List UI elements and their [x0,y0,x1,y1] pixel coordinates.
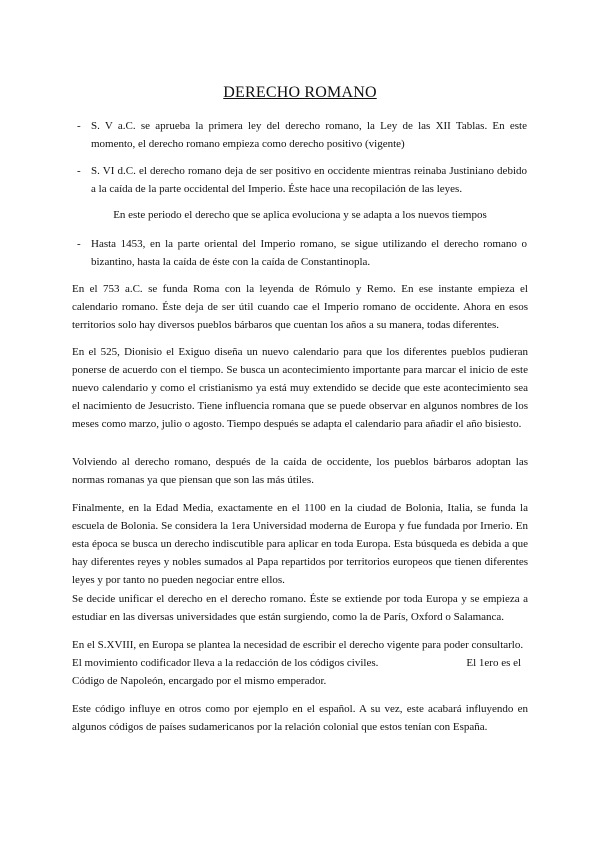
paragraph-influencia: Este código influye en otros como por ejemplo en el español. A su vez, este acabará influyendo en algunos códigos de países sudamericanos por la relación colonial que estos tenían con España. [72,703,528,733]
paragraph-unificacion: Se decide unificar el derecho en el derecho romano. Éste se extiende por toda Europa y se empieza a estudiar en las diversas universidades que están surgiendo, como la de París, Oxford o Salamanca. [72,593,528,623]
paragraph-dionisio: En el 525, Dionisio el Exiguo diseña un nuevo calendario para que los diferentes pueblos pudieran ponerse de acuerdo con el tiempo. Se busca un acontecimiento importante para marcar el inicio de este nuevo calendario y como el cristianismo ya está muy extendido se decide que este acontecimiento sea el nacimiento de Jesucristo. Tiene influencia romana que se puede observar en algunos nombres de los meses como marzo, julio o agosto. Tiempo después se adapta el calendario para añadir el año bisiesto. [72,346,528,430]
paragraph-barbaros: Volviendo al derecho romano, después de la caída de occidente, los pueblos bárbaros adoptan las normas romanas ya que piensan que son las más útiles. [72,456,528,486]
bullet-item [77,235,527,271]
paragraph-roma: En el 753 a.C. se funda Roma con la leyenda de Rómulo y Remo. En ese instante empieza el calendario romano. Éste deja de ser útil cuando cae el Imperio romano de occidente. Ahora en esos territorios solo hay diversos pueblos bárbaros que cuentan los años a su manera, todas diferentes. [72,283,528,331]
bullet-text: Hasta 1453, en la parte oriental del Imperio romano, se sigue utilizando el derecho romano o bizantino, hasta la caída de éste con la caída de Constantinopla. [91,238,527,268]
document-title: DERECHO ROMANO [223,84,377,101]
bullet-text: S. V a.C. se aprueba la primera ley del derecho romano, la Ley de las XII Tablas. En este momento, el derecho romano empieza como derecho positivo (vigente) [91,120,527,150]
bullet-dash: - [77,165,81,177]
paragraph-codificacion [72,636,528,690]
paragraph-codificacion-part2: El 1ero es el Código de Napoleón, encargado por el mismo emperador. [72,657,522,687]
bullet-item [77,117,527,153]
bullet-dash: - [77,238,81,250]
bullet-item [77,162,527,198]
paragraph-codificacion-part1: En el S.XVIII, en Europa se plantea la necesidad de escribir el derecho vigente para poder consultarlo. El movimiento codificador lleva a la redacción de los códigos civiles. [72,639,524,669]
bullet-dash: - [77,120,81,132]
bullet-text: S. VI d.C. el derecho romano deja de ser positivo en occidente mientras reinaba Justiniano debido a la caída de la parte occidental del Imperio. Éste hace una recopilación de las leyes. [91,165,527,195]
paragraph-bolonia: Finalmente, en la Edad Media, exactamente en el 1100 en la ciudad de Bolonia, Italia, se funda la escuela de Bolonia. Se considera la 1era Universidad moderna de Europa y fue fundada por Irnerio. En esta época se busca un derecho indiscutible para aplicar en toda Europa. Esta búsqueda es debida a que hay diferentes reyes y nobles sumados al Papa repartidos por territorios europeos que tienen diferentes leyes y por tanto no pueden negociar entre ellos. [72,502,528,586]
centered-note: En este periodo el derecho que se aplica evoluciona y se adapta a los nuevos tiempos [113,209,487,221]
